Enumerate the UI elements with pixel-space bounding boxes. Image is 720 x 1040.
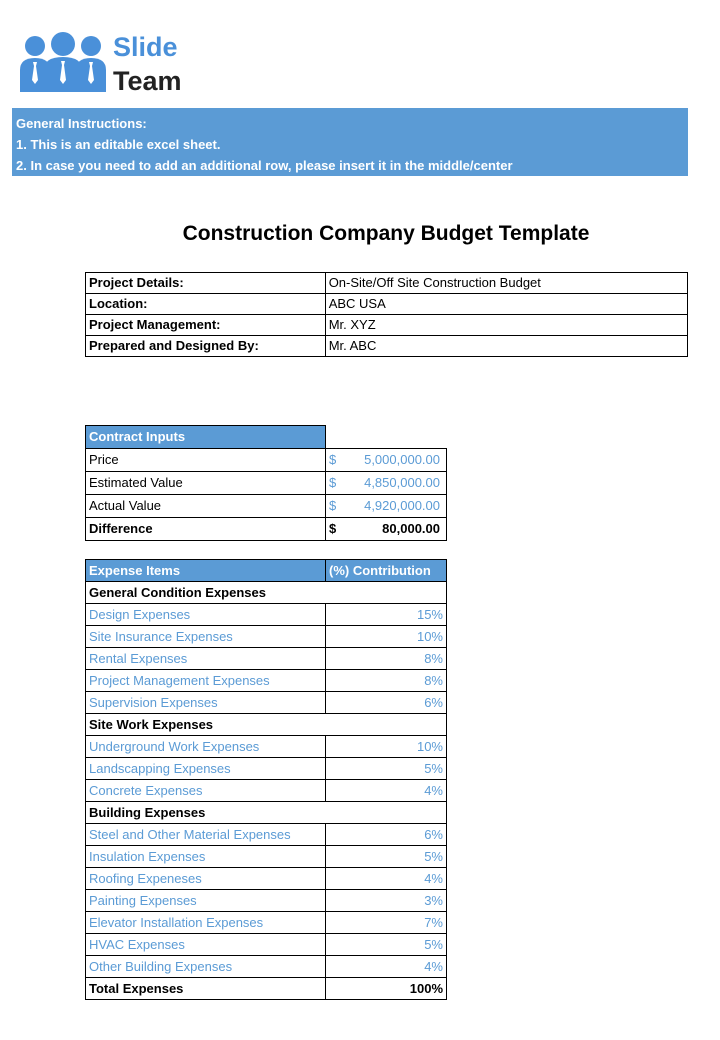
table-row (86, 758, 447, 780)
contract-amount-cell[interactable] (326, 449, 447, 472)
contract-label[interactable]: Estimated Value (86, 472, 326, 495)
table-row (86, 336, 688, 357)
detail-value[interactable]: Mr. XYZ (325, 315, 687, 336)
section-title[interactable]: Building Expenses (86, 802, 447, 824)
table-row (86, 315, 688, 336)
table-row (86, 846, 447, 868)
expense-pct[interactable]: 8% (326, 670, 447, 692)
contract-amount: 4,920,000.00 (364, 498, 440, 513)
expense-name[interactable]: Concrete Expenses (86, 780, 326, 802)
expense-pct[interactable]: 6% (326, 824, 447, 846)
expense-name[interactable]: Supervision Expenses (86, 692, 326, 714)
expense-pct[interactable]: 10% (326, 736, 447, 758)
table-row (86, 495, 447, 518)
currency-symbol: $ (329, 521, 337, 536)
contract-inputs-header[interactable]: Contract Inputs (86, 426, 326, 449)
contract-amount: 5,000,000.00 (364, 452, 440, 467)
total-row (86, 978, 447, 1000)
table-row (86, 736, 447, 758)
difference-row (86, 518, 447, 541)
detail-label[interactable]: Project Details: (86, 273, 326, 294)
table-row (86, 648, 447, 670)
difference-label[interactable]: Difference (86, 518, 326, 541)
detail-label[interactable]: Project Management: (86, 315, 326, 336)
detail-value[interactable]: On-Site/Off Site Construction Budget (325, 273, 687, 294)
table-row (86, 890, 447, 912)
table-row (86, 824, 447, 846)
section-row (86, 714, 447, 736)
section-row (86, 582, 447, 604)
expense-pct[interactable]: 4% (326, 780, 447, 802)
expense-name[interactable]: Rental Expenses (86, 648, 326, 670)
expense-pct[interactable]: 4% (326, 868, 447, 890)
contract-amount: 4,850,000.00 (364, 475, 440, 490)
expense-pct[interactable]: 4% (326, 956, 447, 978)
contract-label[interactable]: Actual Value (86, 495, 326, 518)
project-details-table (85, 272, 688, 357)
expense-name[interactable]: Other Building Expenses (86, 956, 326, 978)
expense-items-header[interactable]: Expense Items (86, 560, 326, 582)
expense-name[interactable]: Painting Expenses (86, 890, 326, 912)
table-row (86, 934, 447, 956)
detail-value[interactable]: Mr. ABC (325, 336, 687, 357)
table-row (86, 912, 447, 934)
table-row (86, 956, 447, 978)
detail-value[interactable]: ABC USA (325, 294, 687, 315)
instructions-heading: General Instructions: (16, 116, 147, 131)
section-row (86, 802, 447, 824)
currency-symbol: $ (329, 475, 337, 490)
detail-label[interactable]: Location: (86, 294, 326, 315)
expense-pct[interactable]: 8% (326, 648, 447, 670)
table-row (86, 472, 447, 495)
currency-symbol: $ (329, 498, 337, 513)
table-row (86, 273, 688, 294)
difference-amount: 80,000.00 (382, 521, 440, 536)
table-row (86, 604, 447, 626)
table-row (86, 449, 447, 472)
instructions-line-1: 1. This is an editable excel sheet. (16, 137, 221, 152)
expense-pct[interactable]: 5% (326, 846, 447, 868)
table-row (86, 868, 447, 890)
expense-pct[interactable]: 3% (326, 890, 447, 912)
expense-name[interactable]: Elevator Installation Expenses (86, 912, 326, 934)
expense-name[interactable]: HVAC Expenses (86, 934, 326, 956)
table-row (86, 692, 447, 714)
expense-name[interactable]: Insulation Expenses (86, 846, 326, 868)
page-title: Construction Company Budget Template (182, 222, 590, 245)
expense-items-table (85, 559, 447, 1000)
table-row (86, 780, 447, 802)
total-pct[interactable]: 100% (326, 978, 447, 1000)
instructions-line-2: 2. In case you need to add an additional row, please insert it in the middle/center (16, 158, 513, 173)
table-row (86, 294, 688, 315)
contract-label[interactable]: Price (86, 449, 326, 472)
expense-pct[interactable]: 5% (326, 758, 447, 780)
expense-pct[interactable]: 5% (326, 934, 447, 956)
detail-label[interactable]: Prepared and Designed By: (86, 336, 326, 357)
contract-amount-cell[interactable] (326, 472, 447, 495)
table-header-row (86, 560, 447, 582)
team-people-icon (18, 32, 108, 96)
expense-name[interactable]: Site Insurance Expenses (86, 626, 326, 648)
expense-name[interactable]: Landscapping Expenses (86, 758, 326, 780)
expense-name[interactable]: Steel and Other Material Expenses (86, 824, 326, 846)
blank-cell (326, 426, 447, 449)
expense-name[interactable]: Design Expenses (86, 604, 326, 626)
contribution-header[interactable]: (%) Contribution (326, 560, 447, 582)
table-header-row (86, 426, 447, 449)
section-title[interactable]: Site Work Expenses (86, 714, 447, 736)
expense-pct[interactable]: 6% (326, 692, 447, 714)
slideteam-logo (18, 32, 198, 96)
contract-inputs-table (85, 425, 447, 541)
expense-pct[interactable]: 10% (326, 626, 447, 648)
table-row (86, 670, 447, 692)
table-row (86, 626, 447, 648)
expense-name[interactable]: Underground Work Expenses (86, 736, 326, 758)
contract-amount-cell[interactable] (326, 495, 447, 518)
section-title[interactable]: General Condition Expenses (86, 582, 447, 604)
expense-pct[interactable]: 15% (326, 604, 447, 626)
currency-symbol: $ (329, 452, 337, 467)
expense-name[interactable]: Roofing Expeneses (86, 868, 326, 890)
general-instructions-banner (12, 108, 688, 176)
logo-word-team: Team (113, 66, 182, 96)
difference-amount-cell[interactable] (326, 518, 447, 541)
expense-name[interactable]: Project Management Expenses (86, 670, 326, 692)
logo-word-slide: Slide (113, 32, 178, 62)
expense-pct[interactable]: 7% (326, 912, 447, 934)
total-label[interactable]: Total Expenses (86, 978, 326, 1000)
